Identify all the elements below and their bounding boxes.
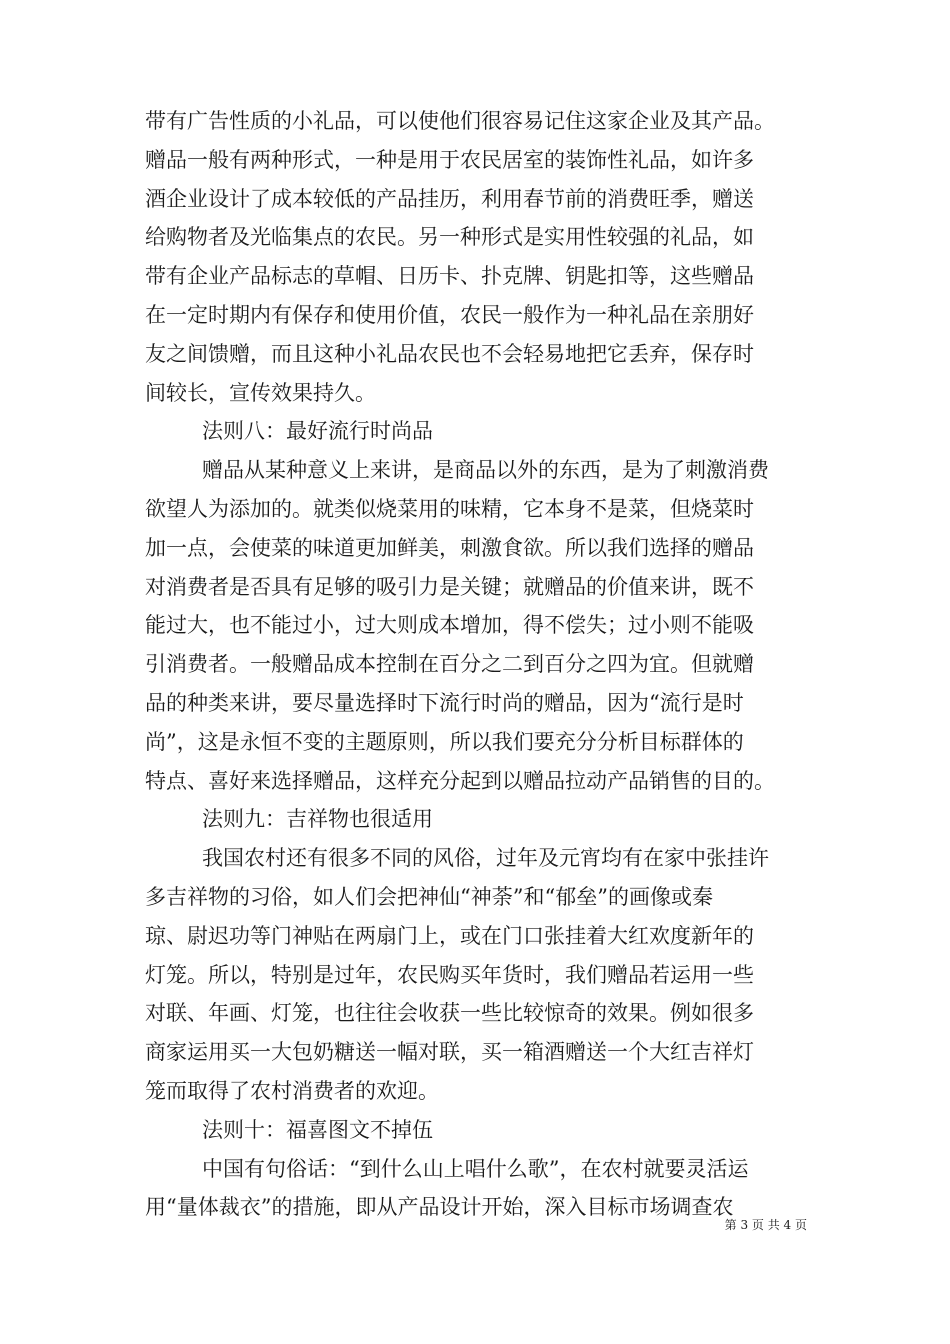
page-number: 第 3 页 共 4 页 (724, 1218, 807, 1232)
text-line: 带有企业产品标志的草帽、日历卡、扑克牌、钥匙扣等，这些赠品 (145, 264, 754, 289)
text-line: 多吉祥物的习俗，如人们会把神仙“神荼”和“郁垒”的画像或秦 (145, 884, 713, 909)
section-heading: 法则十：福喜图文不掉伍 (202, 1117, 433, 1142)
paragraph-first-line: 赠品从某种意义上来讲，是商品以外的东西，是为了刺激消费 (202, 458, 769, 483)
text-line: 对消费者是否具有足够的吸引力是关键；就赠品的价值来讲，既不 (145, 574, 754, 599)
text-line: 灯笼。所以，特别是过年，农民购买年货时，我们赠品若运用一些 (145, 962, 754, 987)
text-line: 用“量体裁衣”的措施，即从产品设计开始，深入目标市场调查农 (145, 1195, 734, 1220)
paragraph-first-line: 我国农村还有很多不同的风俗，过年及元宵均有在家中张挂许 (202, 846, 769, 871)
text-line: 在一定时期内有保存和使用价值，农民一般作为一种礼品在亲朋好 (145, 302, 754, 327)
text-line: 笼而取得了农村消费者的欢迎。 (145, 1078, 439, 1103)
text-line: 特点、喜好来选择赠品，这样充分起到以赠品拉动产品销售的目的。 (145, 768, 775, 793)
text-line: 带有广告性质的小礼品，可以使他们很容易记住这家企业及其产品。 (145, 109, 775, 133)
body-text (145, 102, 807, 1227)
text-line: 尚”，这是永恒不变的主题原则，所以我们要充分分析目标群体的 (145, 729, 744, 754)
section-heading: 法则九：吉祥物也很适用 (202, 807, 433, 832)
text-line: 赠品一般有两种形式，一种是用于农民居室的装饰性礼品，如许多 (145, 147, 754, 172)
text-line: 欲望人为添加的。就类似烧菜用的味精，它本身不是菜，但烧菜时 (145, 496, 754, 521)
text-line: 品的种类来讲，要尽量选择时下流行时尚的赠品，因为“流行是时 (145, 690, 744, 715)
text-line: 对联、年画、灯笼，也往往会收获一些比较惊奇的效果。例如很多 (145, 1001, 754, 1026)
text-line: 友之间馈赠，而且这种小礼品农民也不会轻易地把它丢弃，保存时 (145, 341, 754, 366)
paragraph-first-line: 中国有句俗话：“到什么山上唱什么歌”，在农村就要灵活运 (202, 1156, 749, 1181)
text-line: 商家运用买一大包奶糖送一幅对联，买一箱酒赠送一个大红吉祥灯 (145, 1040, 754, 1065)
section-heading: 法则八：最好流行时尚品 (202, 419, 433, 444)
text-line: 加一点，会使菜的味道更加鲜美，刺激食欲。所以我们选择的赠品 (145, 535, 754, 560)
text-line: 引消费者。一般赠品成本控制在百分之二到百分之四为宜。但就赠 (145, 652, 754, 677)
text-line: 能过大，也不能过小，过大则成本增加，得不偿失；过小则不能吸 (145, 613, 754, 638)
text-line: 间较长，宣传效果持久。 (145, 380, 376, 405)
text-line: 酒企业设计了成本较低的产品挂历，利用春节前的消费旺季，赠送 (145, 186, 754, 211)
text-line: 给购物者及光临集点的农民。另一种形式是实用性较强的礼品，如 (145, 225, 754, 250)
text-line: 琼、尉迟功等门神贴在两扇门上，或在门口张挂着大红欢度新年的 (145, 923, 754, 948)
